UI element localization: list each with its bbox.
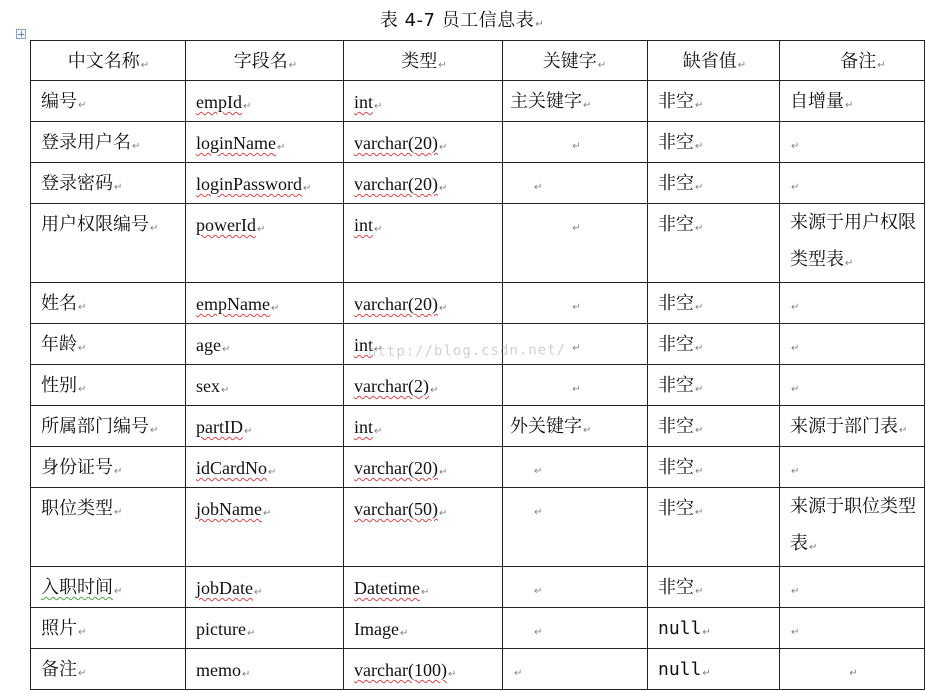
paragraph-mark-icon bbox=[694, 498, 703, 519]
cell-default bbox=[648, 324, 780, 365]
cell-type bbox=[344, 567, 503, 608]
row-name: 身份证号 bbox=[41, 457, 113, 478]
paragraph-mark-icon bbox=[140, 51, 149, 72]
cell-type bbox=[344, 81, 503, 122]
cell-default bbox=[648, 163, 780, 204]
paragraph-mark-icon bbox=[533, 173, 542, 194]
header-label-field: 字段名 bbox=[233, 51, 288, 72]
cell-field-name bbox=[186, 567, 344, 608]
row-default: 非空 bbox=[658, 173, 694, 194]
cell-note bbox=[780, 163, 925, 204]
table-row bbox=[31, 283, 925, 324]
header-cell-key bbox=[503, 41, 648, 81]
paragraph-mark-icon bbox=[533, 457, 542, 478]
paragraph-mark-icon bbox=[790, 375, 799, 396]
row-name: 职位类型 bbox=[41, 498, 113, 519]
cell-type bbox=[344, 204, 503, 283]
paragraph-mark-icon bbox=[242, 92, 251, 112]
cell-key bbox=[503, 324, 648, 365]
cell-chinese-name bbox=[31, 447, 186, 488]
row-name: 用户权限编号 bbox=[41, 214, 149, 235]
cell-field-name bbox=[186, 324, 344, 365]
cell-default bbox=[648, 649, 780, 690]
row-field: powerId bbox=[196, 215, 256, 235]
row-key: 主关键字 bbox=[510, 91, 582, 112]
row-default: 非空 bbox=[658, 416, 694, 437]
cell-note bbox=[780, 122, 925, 163]
cell-chinese-name bbox=[31, 204, 186, 283]
paragraph-mark-icon bbox=[113, 457, 122, 478]
paragraph-mark-icon bbox=[848, 659, 857, 680]
row-name: 登录用户名 bbox=[41, 132, 131, 153]
cell-default bbox=[648, 365, 780, 406]
paragraph-mark-icon bbox=[790, 457, 799, 478]
cell-type bbox=[344, 649, 503, 690]
paragraph-mark-icon bbox=[790, 293, 799, 314]
cell-chinese-name bbox=[31, 81, 186, 122]
paragraph-mark-icon bbox=[276, 133, 285, 153]
cell-key bbox=[503, 81, 648, 122]
cell-key bbox=[503, 488, 648, 567]
row-type: int bbox=[354, 215, 374, 235]
header-label-key: 关键字 bbox=[542, 51, 597, 72]
row-default: null bbox=[658, 618, 702, 639]
cell-chinese-name bbox=[31, 163, 186, 204]
row-type: varchar(20) bbox=[354, 174, 438, 194]
employee-info-table bbox=[30, 40, 925, 690]
paragraph-mark-icon bbox=[582, 416, 591, 437]
row-field: memo bbox=[196, 660, 241, 680]
paragraph-mark-icon bbox=[844, 91, 853, 112]
paragraph-mark-icon bbox=[243, 417, 252, 437]
cell-field-name bbox=[186, 608, 344, 649]
paragraph-mark-icon bbox=[77, 375, 86, 396]
cell-key bbox=[503, 608, 648, 649]
row-type: Datetime bbox=[354, 578, 420, 598]
cell-type bbox=[344, 365, 503, 406]
cell-note bbox=[780, 447, 925, 488]
paragraph-mark-icon bbox=[438, 174, 447, 194]
cell-type bbox=[344, 122, 503, 163]
paragraph-mark-icon bbox=[438, 458, 447, 478]
paragraph-mark-icon bbox=[808, 533, 817, 554]
paragraph-mark-icon bbox=[438, 294, 447, 314]
cell-key bbox=[503, 122, 648, 163]
paragraph-mark-icon bbox=[876, 51, 885, 72]
cell-note bbox=[780, 488, 925, 567]
table-row bbox=[31, 406, 925, 447]
table-header-row bbox=[31, 41, 925, 81]
paragraph-mark-icon bbox=[571, 334, 580, 355]
cell-note bbox=[780, 608, 925, 649]
paragraph-mark-icon bbox=[447, 660, 456, 680]
row-default: 非空 bbox=[658, 91, 694, 112]
cell-type bbox=[344, 283, 503, 324]
paragraph-mark-icon bbox=[77, 659, 86, 680]
paragraph-mark-icon bbox=[373, 335, 382, 355]
paragraph-mark-icon bbox=[149, 416, 158, 437]
cell-field-name bbox=[186, 163, 344, 204]
cell-default bbox=[648, 204, 780, 283]
cell-chinese-name bbox=[31, 608, 186, 649]
cell-field-name bbox=[186, 406, 344, 447]
cell-note bbox=[780, 365, 925, 406]
table-row bbox=[31, 567, 925, 608]
paragraph-mark-icon bbox=[241, 660, 250, 680]
paragraph-mark-icon bbox=[790, 132, 799, 153]
cell-key bbox=[503, 204, 648, 283]
header-label-default: 缺省值 bbox=[682, 51, 737, 72]
paragraph-mark-icon bbox=[373, 215, 382, 235]
paragraph-mark-icon bbox=[694, 173, 703, 194]
row-name: 姓名 bbox=[41, 293, 77, 314]
paragraph-mark-icon bbox=[571, 375, 580, 396]
table-move-handle-icon[interactable] bbox=[16, 29, 26, 39]
cell-default bbox=[648, 488, 780, 567]
cell-default bbox=[648, 406, 780, 447]
cell-field-name bbox=[186, 283, 344, 324]
cell-chinese-name bbox=[31, 406, 186, 447]
header-label-name: 中文名称 bbox=[67, 51, 140, 72]
header-label-note: 备注 bbox=[840, 51, 877, 72]
row-field: jobDate bbox=[196, 578, 253, 598]
paragraph-mark-icon bbox=[302, 174, 311, 194]
row-type: varchar(20) bbox=[354, 133, 438, 153]
cell-field-name bbox=[186, 488, 344, 567]
table-row bbox=[31, 122, 925, 163]
cell-type bbox=[344, 447, 503, 488]
row-name: 性别 bbox=[41, 375, 77, 396]
table-row bbox=[31, 608, 925, 649]
row-default: 非空 bbox=[658, 293, 694, 314]
cell-key bbox=[503, 365, 648, 406]
row-name: 入职时间 bbox=[41, 577, 113, 598]
row-note: 来源于部门表 bbox=[790, 416, 898, 437]
paragraph-mark-icon bbox=[694, 577, 703, 598]
row-type: Image bbox=[354, 619, 399, 639]
cell-chinese-name bbox=[31, 122, 186, 163]
header-cell-note bbox=[780, 41, 925, 81]
table-row bbox=[31, 324, 925, 365]
cell-type bbox=[344, 324, 503, 365]
row-name: 登录密码 bbox=[41, 173, 113, 194]
paragraph-mark-icon bbox=[221, 335, 230, 355]
cell-note bbox=[780, 567, 925, 608]
paragraph-mark-icon bbox=[267, 458, 276, 478]
paragraph-mark-icon bbox=[373, 417, 382, 437]
caption-text: 表 4-7 员工信息表 bbox=[379, 10, 535, 31]
paragraph-mark-icon bbox=[694, 91, 703, 112]
table-row bbox=[31, 488, 925, 567]
cell-chinese-name bbox=[31, 324, 186, 365]
paragraph-mark-icon bbox=[701, 659, 710, 680]
cell-key bbox=[503, 163, 648, 204]
paragraph-mark-icon bbox=[288, 51, 297, 72]
row-default: null bbox=[658, 659, 702, 680]
cell-note bbox=[780, 649, 925, 690]
paragraph-mark-icon bbox=[253, 578, 262, 598]
row-name: 年龄 bbox=[41, 334, 77, 355]
paragraph-mark-icon bbox=[429, 376, 438, 396]
paragraph-mark-icon bbox=[149, 214, 158, 235]
row-type: varchar(20) bbox=[354, 294, 438, 314]
row-type: int bbox=[354, 417, 374, 437]
paragraph-mark-icon bbox=[694, 132, 703, 153]
paragraph-mark-icon bbox=[131, 132, 140, 153]
row-key: 外关键字 bbox=[510, 416, 582, 437]
paragraph-mark-icon bbox=[898, 416, 907, 437]
cell-chinese-name bbox=[31, 488, 186, 567]
cell-field-name bbox=[186, 122, 344, 163]
row-note: 自增量 bbox=[790, 91, 844, 112]
paragraph-mark-icon bbox=[790, 577, 799, 598]
row-field: jobName bbox=[196, 499, 262, 519]
row-default: 非空 bbox=[658, 334, 694, 355]
cell-note bbox=[780, 406, 925, 447]
row-field: age bbox=[196, 335, 221, 355]
row-type: varchar(20) bbox=[354, 458, 438, 478]
paragraph-mark-icon bbox=[373, 92, 382, 112]
cell-chinese-name bbox=[31, 567, 186, 608]
cell-type bbox=[344, 406, 503, 447]
paragraph-mark-icon bbox=[694, 416, 703, 437]
paragraph-mark-icon bbox=[77, 334, 86, 355]
row-name: 编号 bbox=[41, 91, 77, 112]
paragraph-mark-icon bbox=[694, 334, 703, 355]
cell-default bbox=[648, 283, 780, 324]
paragraph-mark-icon bbox=[113, 577, 122, 598]
row-field: sex bbox=[196, 376, 220, 396]
cell-key bbox=[503, 447, 648, 488]
paragraph-mark-icon bbox=[438, 133, 447, 153]
paragraph-mark-icon bbox=[701, 618, 710, 639]
cell-field-name bbox=[186, 447, 344, 488]
row-default: 非空 bbox=[658, 375, 694, 396]
row-field: loginPassword bbox=[196, 174, 303, 194]
paragraph-mark-icon bbox=[420, 578, 429, 598]
paragraph-mark-icon bbox=[437, 51, 446, 72]
cell-type bbox=[344, 608, 503, 649]
table-row bbox=[31, 81, 925, 122]
paragraph-mark-icon bbox=[256, 215, 265, 235]
paragraph-mark-icon bbox=[571, 132, 580, 153]
table-row bbox=[31, 163, 925, 204]
cell-default bbox=[648, 81, 780, 122]
row-default: 非空 bbox=[658, 498, 694, 519]
cell-note bbox=[780, 283, 925, 324]
paragraph-mark-icon bbox=[571, 214, 580, 235]
row-name: 照片 bbox=[41, 618, 77, 639]
cell-default bbox=[648, 122, 780, 163]
paragraph-mark-icon bbox=[246, 619, 255, 639]
header-cell-name bbox=[31, 41, 186, 81]
row-type: int bbox=[354, 92, 374, 112]
paragraph-mark-icon bbox=[534, 16, 544, 29]
paragraph-mark-icon bbox=[582, 91, 591, 112]
cell-note bbox=[780, 324, 925, 365]
paragraph-mark-icon bbox=[513, 659, 522, 680]
cell-default bbox=[648, 447, 780, 488]
row-field: picture bbox=[196, 619, 246, 639]
watermark-url: http://blog.csdn.net/ bbox=[367, 342, 567, 360]
cell-field-name bbox=[186, 81, 344, 122]
paragraph-mark-icon bbox=[533, 577, 542, 598]
paragraph-mark-icon bbox=[844, 249, 853, 270]
paragraph-mark-icon bbox=[262, 499, 271, 519]
paragraph-mark-icon bbox=[270, 294, 279, 314]
paragraph-mark-icon bbox=[77, 618, 86, 639]
table-container bbox=[30, 40, 924, 680]
cell-default bbox=[648, 567, 780, 608]
paragraph-mark-icon bbox=[790, 618, 799, 639]
row-type: varchar(100) bbox=[354, 660, 447, 680]
paragraph-mark-icon bbox=[694, 375, 703, 396]
cell-field-name bbox=[186, 365, 344, 406]
paragraph-mark-icon bbox=[571, 293, 580, 314]
row-name: 所属部门编号 bbox=[41, 416, 149, 437]
row-default: 非空 bbox=[658, 457, 694, 478]
row-field: partID bbox=[196, 417, 243, 437]
cell-chinese-name bbox=[31, 365, 186, 406]
cell-chinese-name bbox=[31, 283, 186, 324]
table-row bbox=[31, 204, 925, 283]
header-label-type: 类型 bbox=[401, 51, 438, 72]
paragraph-mark-icon bbox=[220, 376, 229, 396]
paragraph-mark-icon bbox=[694, 293, 703, 314]
paragraph-mark-icon bbox=[533, 498, 542, 519]
table-row bbox=[31, 649, 925, 690]
cell-type bbox=[344, 488, 503, 567]
row-field: empName bbox=[196, 294, 270, 314]
cell-note bbox=[780, 81, 925, 122]
row-field: empId bbox=[196, 92, 242, 112]
table-row bbox=[31, 365, 925, 406]
paragraph-mark-icon bbox=[533, 618, 542, 639]
row-note: 来源于用户权限类型表 bbox=[790, 212, 916, 270]
table-row bbox=[31, 447, 925, 488]
cell-field-name bbox=[186, 649, 344, 690]
cell-key bbox=[503, 649, 648, 690]
paragraph-mark-icon bbox=[694, 457, 703, 478]
paragraph-mark-icon bbox=[113, 173, 122, 194]
row-field: loginName bbox=[196, 133, 276, 153]
header-cell-field bbox=[186, 41, 344, 81]
paragraph-mark-icon bbox=[790, 334, 799, 355]
paragraph-mark-icon bbox=[790, 173, 799, 194]
cell-default bbox=[648, 608, 780, 649]
paragraph-mark-icon bbox=[77, 91, 86, 112]
cell-chinese-name bbox=[31, 649, 186, 690]
paragraph-mark-icon bbox=[77, 293, 86, 314]
row-name: 备注 bbox=[41, 659, 77, 680]
paragraph-mark-icon bbox=[399, 619, 408, 639]
row-type: int bbox=[354, 335, 374, 355]
paragraph-mark-icon bbox=[113, 498, 122, 519]
cell-field-name bbox=[186, 204, 344, 283]
header-cell-type bbox=[344, 41, 503, 81]
row-note: 来源于职位类型表 bbox=[790, 496, 916, 554]
row-field: idCardNo bbox=[196, 458, 267, 478]
cell-key bbox=[503, 567, 648, 608]
paragraph-mark-icon bbox=[438, 499, 447, 519]
row-default: 非空 bbox=[658, 132, 694, 153]
row-default: 非空 bbox=[658, 214, 694, 235]
cell-key bbox=[503, 283, 648, 324]
cell-type bbox=[344, 163, 503, 204]
row-type: varchar(50) bbox=[354, 499, 438, 519]
row-default: 非空 bbox=[658, 577, 694, 598]
paragraph-mark-icon bbox=[694, 214, 703, 235]
row-type: varchar(2) bbox=[354, 376, 429, 396]
header-cell-default bbox=[648, 41, 780, 81]
cell-note bbox=[780, 204, 925, 283]
paragraph-mark-icon bbox=[597, 51, 606, 72]
table-caption bbox=[0, 9, 924, 37]
cell-key bbox=[503, 406, 648, 447]
paragraph-mark-icon bbox=[737, 51, 746, 72]
